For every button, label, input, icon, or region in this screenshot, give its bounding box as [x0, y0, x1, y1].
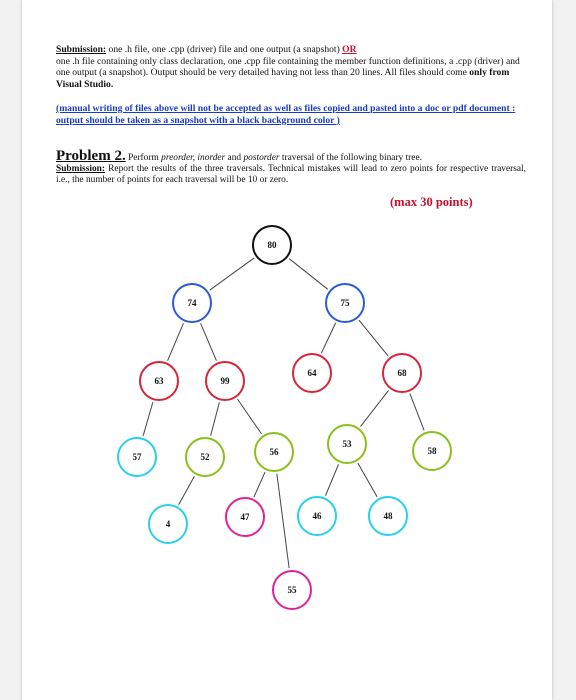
tree-edge [201, 323, 217, 360]
tree-node-47 [226, 498, 264, 536]
tree-node-64 [293, 354, 331, 392]
tree-node-52 [186, 438, 224, 476]
tree-node-4 [149, 505, 187, 543]
problem-text1: Perform [125, 153, 162, 163]
manual-writing-notice: (manual writing of files above will not be accepted as well as files copied and pasted into a doc or pdf document : output should be taken as a snapshot with a black background color ) [56, 103, 516, 126]
problem-italic2: postorder [243, 153, 280, 163]
tree-edge [359, 320, 388, 356]
tree-node-46 [298, 497, 336, 535]
tree-node-53 [328, 425, 366, 463]
tree-node-label: 80 [267, 240, 277, 250]
tree-node-58 [413, 432, 451, 470]
tree-node-label: 74 [187, 298, 197, 308]
tree-node-48 [369, 497, 407, 535]
tree-edge [410, 394, 424, 431]
tree-edge [360, 390, 388, 426]
tree-node-57 [118, 438, 156, 476]
tree-node-label: 58 [427, 446, 437, 456]
tree-node-label: 48 [383, 511, 393, 521]
tree-edge [179, 476, 195, 504]
problem-italic1: preorder, inorder [161, 153, 226, 163]
max-points: (max 30 points) [390, 195, 473, 209]
tree-node-74 [173, 284, 211, 322]
tree-edge [254, 472, 265, 497]
tree-node-label: 46 [312, 511, 322, 521]
tree-edge [210, 258, 254, 290]
tree-node-label: 75 [340, 298, 350, 308]
tree-edge [237, 399, 261, 434]
tree-edge [321, 323, 335, 353]
tree-edge [168, 323, 184, 360]
tree-node-68 [383, 354, 421, 392]
problem-title: Problem 2. [56, 148, 126, 164]
tree-node-label: 52 [200, 452, 210, 462]
tree-node-80 [253, 226, 291, 264]
tree-node-label: 53 [342, 439, 352, 449]
submission-label: Submission: [56, 44, 107, 55]
problem-submission-text: Report the results of the three traversals. Technical mistakes will lead to zero points for respective traversal, i.e., the number of points for each traversal will be 10 or zero. [56, 164, 526, 186]
tree-edge [358, 463, 377, 497]
binary-tree-diagram [22, 0, 552, 700]
problem-submission-label: Submission: [56, 164, 105, 175]
tree-node-label: 4 [165, 519, 171, 529]
submission-line1: one .h file, one .cpp (driver) file and one output (a snapshot) [106, 44, 343, 55]
tree-node-63 [140, 362, 178, 400]
tree-node-label: 64 [307, 368, 317, 378]
tree-node-label: 68 [397, 368, 407, 378]
tree-node-label: 55 [287, 585, 297, 595]
submission-line2: one .h file containing only class declaration, one .cpp file containing the member function definitions, a .cpp (driver) and one output (a snapshot). Output should be very detailed having not less than 20 lines. All files should come [56, 55, 520, 79]
tree-node-label: 63 [154, 376, 164, 386]
document-page [22, 0, 552, 700]
tree-edge [143, 402, 153, 436]
tree-node-label: 56 [269, 447, 279, 457]
tree-edge [289, 259, 328, 290]
tree-node-75 [326, 284, 364, 322]
visual-studio-note: only from Visual Studio. [56, 67, 510, 90]
tree-edge [277, 474, 289, 568]
problem-text2: and [225, 153, 244, 163]
tree-node-label: 57 [132, 452, 142, 462]
tree-node-55 [273, 571, 311, 609]
tree-edge [211, 402, 220, 435]
tree-node-99 [206, 362, 244, 400]
tree-node-56 [255, 433, 293, 471]
problem-text3: traversal of the following binary tree. [279, 153, 422, 163]
tree-edge [325, 464, 338, 495]
tree-node-label: 99 [220, 376, 230, 386]
or-text: OR [342, 44, 357, 55]
tree-node-label: 47 [240, 512, 250, 522]
